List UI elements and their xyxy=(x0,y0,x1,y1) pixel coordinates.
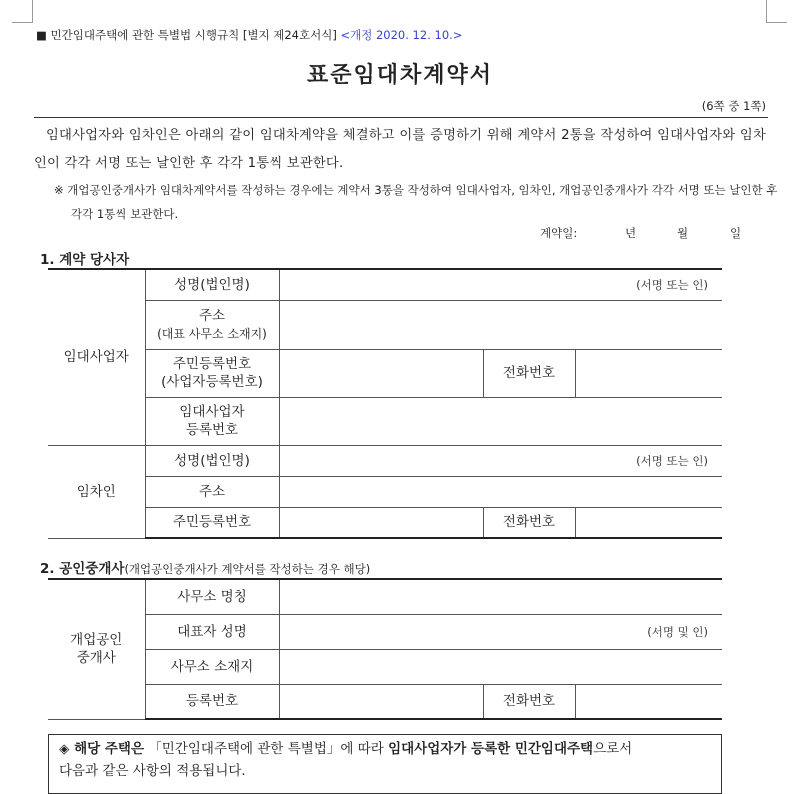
lessor-address-field[interactable] xyxy=(279,300,722,349)
form-reference xyxy=(36,27,462,43)
tenant-reg-label: 주민등록번호 xyxy=(145,507,279,538)
contract-date-month: 월 xyxy=(677,226,689,240)
notice-line-1 xyxy=(59,738,711,760)
tenant-phone-field[interactable] xyxy=(575,507,722,538)
broker-phone-field[interactable] xyxy=(575,684,722,719)
tenant-name-label: 성명(법인명) xyxy=(145,445,279,476)
lessor-biz-reg-label xyxy=(145,397,279,445)
page-corner-mark-top-left xyxy=(12,0,33,23)
broker-table xyxy=(48,578,722,720)
tenant-sign-hint: (서명 또는 인) xyxy=(636,453,708,468)
rep-name-field[interactable] xyxy=(279,614,722,649)
tenant-group-label: 임차인 xyxy=(48,445,145,538)
form-reference-text: ■ 민간임대주택에 관한 특별법 시행규칙 [별지 제24호서식] xyxy=(36,28,337,42)
lessor-biz-reg-label-line2: 등록번호 xyxy=(185,422,239,438)
lessor-address-label-line2: (대표 사무소 소재지) xyxy=(157,326,267,341)
office-address-field[interactable] xyxy=(279,649,722,684)
lessor-name-field[interactable] xyxy=(279,269,722,300)
lessor-biz-reg-field[interactable] xyxy=(279,397,722,445)
broker-group-label-line2: 중개사 xyxy=(76,650,116,667)
notice-bold-2: 임대사업자가 등록한 민간임대주택 xyxy=(388,741,594,757)
contract-date-day: 일 xyxy=(730,226,742,240)
tenant-address-label: 주소 xyxy=(145,476,279,507)
lessor-address-label-line1: 주소 xyxy=(198,307,226,324)
lessor-phone-label: 전화번호 xyxy=(483,349,575,397)
rep-name-label: 대표자 성명 xyxy=(145,614,279,649)
broker-group-label-line1: 개업공인 xyxy=(70,632,123,649)
amendment-date: <개정 2020. 12. 10.> xyxy=(340,28,463,42)
contract-date-year: 년 xyxy=(625,226,637,240)
section-broker-subtitle: (개업공인중개사가 계약서를 작성하는 경우 해당) xyxy=(124,562,371,576)
lessor-group-label: 임대사업자 xyxy=(48,269,145,445)
lessor-reg-label-line1: 주민등록번호 xyxy=(172,356,252,372)
notice-line-2: 다음과 같은 사항의 적용됩니다. xyxy=(59,763,246,779)
document-title: 표준임대차계약서 xyxy=(306,63,494,88)
notice-bold-1: ◈ 해당 주택은 xyxy=(59,741,144,757)
broker-note: ※ 개업공인중개사가 임대차계약서를 작성하는 경우에는 계약서 3통을 작성하여 임대사업자, 임차인, 개업공인중개사가 각각 서명 또는 날인한 후 각각 1통씩 보관한다. xyxy=(54,183,778,221)
parties-table xyxy=(48,268,722,539)
section-broker-title xyxy=(40,557,370,577)
office-address-label: 사무소 소재지 xyxy=(145,649,279,684)
broker-phone-label: 전화번호 xyxy=(483,684,575,719)
tenant-name-field[interactable] xyxy=(279,445,722,476)
notice-text-1: 「민간임대주택에 관한 특별법」에 따라 xyxy=(144,741,389,757)
contract-date-label: 계약일: xyxy=(540,226,578,240)
lessor-reg-field[interactable] xyxy=(279,349,483,397)
page-count: (6쪽 중 1쪽) xyxy=(701,99,766,113)
title-divider xyxy=(34,117,768,118)
lessor-address-label xyxy=(145,300,279,349)
lessor-biz-reg-label-line1: 임대사업자 xyxy=(179,404,245,420)
section-parties-title: 1. 계약 당사자 xyxy=(40,252,130,268)
broker-reg-field[interactable] xyxy=(279,684,483,719)
contract-date xyxy=(540,225,740,241)
intro-paragraph: 임대사업자와 임차인은 아래의 같이 임대차계약을 체결하고 이를 증명하기 위해 계약서 2통을 작성하여 임대사업자와 임차인이 각각 서명 또는 날인한 후 각각 1통씩 보관한다. xyxy=(34,128,766,171)
lessor-reg-label xyxy=(145,349,279,397)
tenant-phone-label: 전화번호 xyxy=(483,507,575,538)
lessor-reg-label-line2: (사업자등록번호) xyxy=(161,374,263,390)
broker-reg-label: 등록번호 xyxy=(145,684,279,719)
lessor-name-label: 성명(법인명) xyxy=(145,269,279,300)
broker-group-label xyxy=(48,579,145,719)
office-name-label: 사무소 명칭 xyxy=(145,579,279,614)
tenant-address-field[interactable] xyxy=(279,476,722,507)
section-broker-title-text: 2. 공인중개사 xyxy=(40,561,125,577)
broker-sign-hint: (서명 및 인) xyxy=(647,624,709,639)
office-name-field[interactable] xyxy=(279,579,722,614)
lessor-sign-hint: (서명 또는 인) xyxy=(636,277,708,292)
lessor-phone-field[interactable] xyxy=(575,349,722,397)
page-corner-mark-top-right xyxy=(766,0,787,23)
private-rental-notice xyxy=(48,734,722,794)
tenant-reg-field[interactable] xyxy=(279,507,483,538)
notice-text-2: 으로서 xyxy=(593,741,633,757)
